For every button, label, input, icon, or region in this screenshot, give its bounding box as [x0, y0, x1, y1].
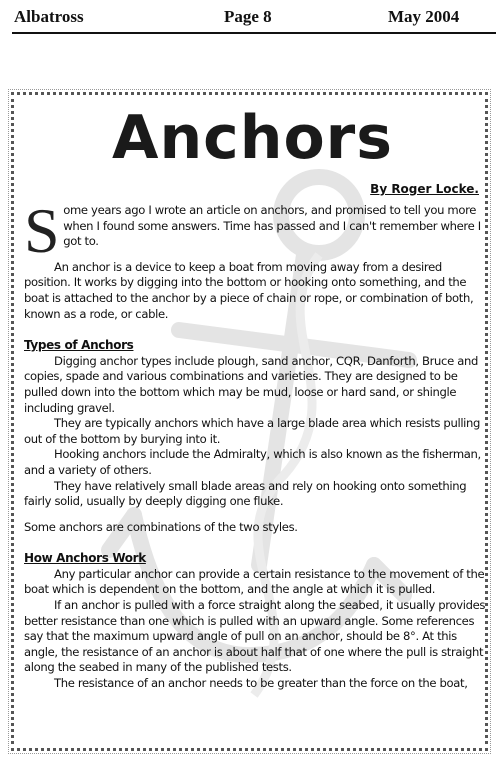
header-rule	[12, 32, 496, 34]
page-number: Page 8	[224, 7, 272, 26]
resistance-paragraph: Any particular anchor can provide a certain resistance to the movement of the boat which is dependent on the bottom, and the angle at which it is pulled.	[24, 566, 485, 597]
article-title: Anchors	[112, 103, 393, 173]
section-heading-types: Types of Anchors	[24, 338, 134, 353]
angle-paragraph: If an anchor is pulled with a force straight along the seabed, it usually provides better resistance than one which is pulled with an upward angle. Some references say that the maximum upward angle of pull on an anchor, should be 8°. At this angle, the resistance of an anchor is about half that of one where the pull is straight along the seabed in many of the published tests.	[24, 598, 486, 675]
article-frame	[11, 92, 488, 751]
byline: By Roger Locke.	[370, 182, 479, 196]
definition-paragraph: An anchor is a device to keep a boat from moving away from a desired position. It works by digging into the bottom or hooking onto something, and the boat is attached to the anchor by a piece of chain or rope, or combination of both, known as a rode, or cable.	[24, 259, 474, 321]
intro-paragraph	[24, 195, 488, 266]
page-header	[0, 0, 504, 36]
digging-paragraph: Digging anchor types include plough, sand anchor, CQR, Danforth, Bruce and copies, spade and various combinations and varieties. They are designed to be pulled down into the bottom which may be mud, loose or hard sand, or shingle including gravel.	[24, 353, 478, 415]
force-paragraph: The resistance of an anchor needs to be greater than the force on the boat,	[54, 676, 468, 691]
combination-paragraph: Some anchors are combinations of the two styles.	[24, 519, 298, 534]
intro-text: ome years ago I wrote an article on anchors, and promised to tell you more when I found some answers. Time has passed and I can't remember where I got to.	[63, 203, 481, 249]
hooking-paragraph: Hooking anchors include the Admiralty, which is also known as the fisherman, and a variety of others.	[24, 447, 481, 477]
drop-cap: S	[24, 195, 60, 266]
issue-date: May 2004	[388, 7, 460, 26]
section-heading-how: How Anchors Work	[24, 551, 146, 566]
article-body	[24, 195, 488, 692]
small-blade-paragraph: They have relatively small blade areas and rely on hooking onto something fairly solid, usually by deeply digging one fluke.	[24, 478, 467, 509]
newsletter-name: Albatross	[14, 7, 84, 26]
blade-paragraph: They are typically anchors which have a large blade area which resists pulling out of the bottom by burying into it.	[24, 416, 481, 446]
